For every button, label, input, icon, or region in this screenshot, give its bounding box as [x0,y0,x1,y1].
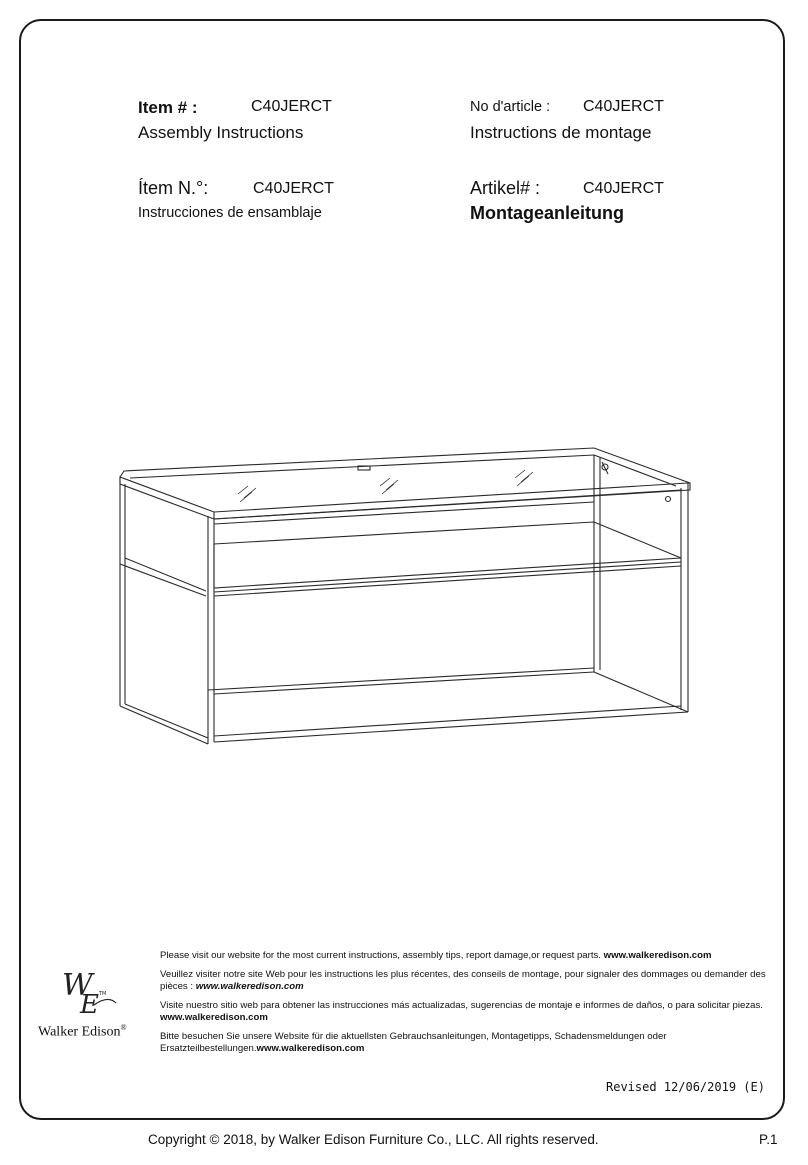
note-es: Visite nuestro sitio web para obtener las instrucciones más actualizadas, sugerencias de montaje e informes de daños, o para solicitar piezas. www.walkeredison.com [160,1000,763,1023]
svg-text:TM: TM [99,991,107,997]
revision-date: Revised 12/06/2019 (E) [606,1080,765,1094]
page-number: P.1 [759,1132,778,1147]
website-link-en[interactable]: www.walkeredison.com [603,950,712,961]
glass-top-front [214,490,681,519]
website-link-es[interactable]: www.walkeredison.com [160,1012,268,1023]
item-code-en: C40JERCT [251,98,332,115]
subtitle-de: Montageanleitung [470,203,624,223]
website-link-fr[interactable]: www.walkeredison.com [195,981,304,992]
item-label-fr: No d'article : [470,99,551,115]
copyright-notice: Copyright © 2018, by Walker Edison Furniture Co., LLC. All rights reserved. [148,1132,599,1147]
website-link-de[interactable]: www.walkeredison.com [256,1043,365,1054]
walker-edison-logo [38,965,148,1045]
middle-shelf [214,522,681,588]
item-code-de: C40JERCT [583,180,664,197]
note-de: Bitte besuchen Sie unsere Website für die aktuellsten Gebrauchsanleitungen, Montagetipps, Schadensmeldungen oder Ersatzteilbestellungen.www.walkeredison.com [160,1031,667,1054]
top-back-rail [120,448,690,483]
subtitle-en: Assembly Instructions [138,123,304,142]
logo-name: Walker Edison [38,1024,121,1040]
website-notes [160,950,766,1062]
registered-mark: ® [120,1023,127,1032]
item-code-es: C40JERCT [253,180,334,197]
note-en: Please visit our website for the most current instructions, assembly tips, report damage,or request parts. www.walkeredison.com [160,950,712,961]
subtitle-es: Instrucciones de ensamblaje [138,205,322,221]
monogram-icon [38,965,148,1021]
bottom-front-rail [214,706,681,736]
note-fr: Veuillez visiter notre site Web pour les instructions les plus récentes, des conseils de montage, pour signaler des dommages ou demander des pièces : www.walkeredison.com [160,969,766,992]
product-drawing [110,440,700,750]
item-label-es: Ítem N.°: [138,178,209,198]
item-label-en: Item # : [138,98,198,117]
svg-text:E: E [80,990,99,1020]
subtitle-fr: Instructions de montage [470,123,652,142]
item-label-de: Artikel# : [470,178,541,198]
glass-hatch-marks [238,470,533,502]
item-code-fr: C40JERCT [583,98,664,115]
svg-text:W: W [62,968,93,1003]
bottom-back-rail [208,668,594,690]
